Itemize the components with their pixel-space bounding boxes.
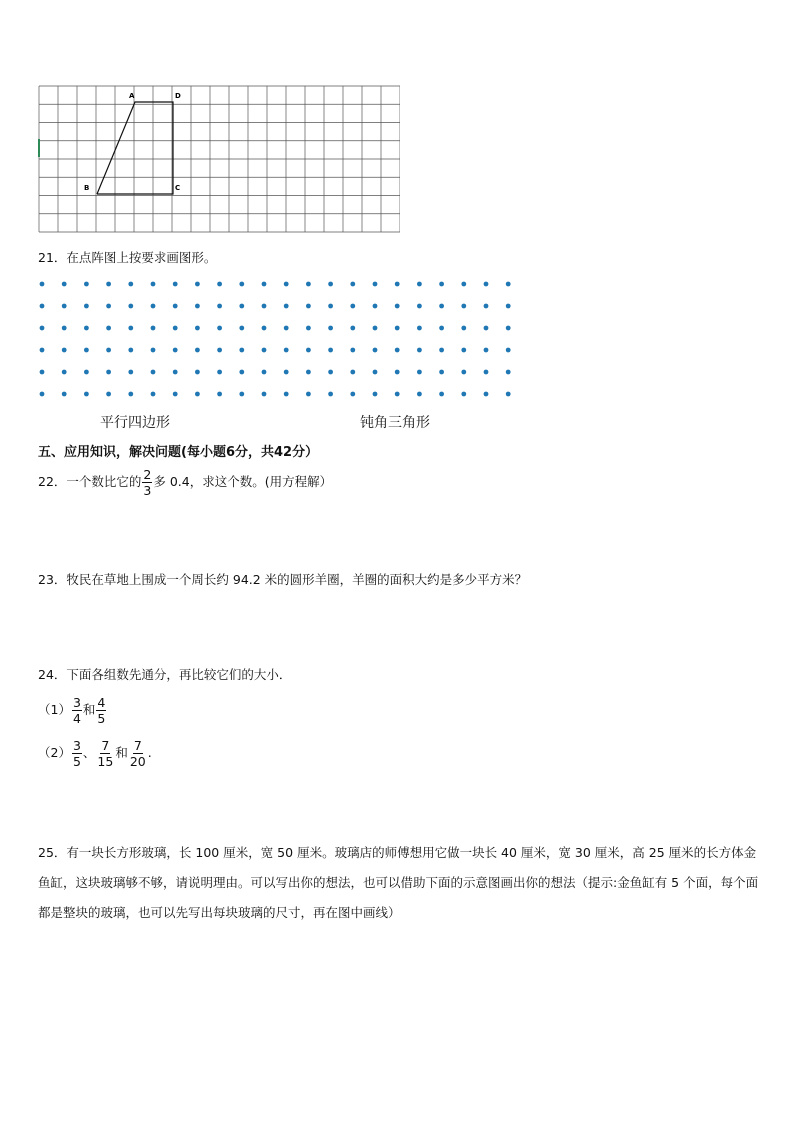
grid-dot: [417, 370, 422, 375]
grid-dot: [284, 282, 289, 287]
grid-dot: [106, 326, 111, 331]
grid-dot: [306, 348, 311, 353]
fraction-denominator: 15: [97, 753, 114, 769]
grid-dot: [195, 282, 200, 287]
grid-dot: [395, 282, 400, 287]
grid-dot: [239, 370, 244, 375]
grid-dot: [395, 392, 400, 397]
grid-dot: [151, 326, 156, 331]
grid-dot: [328, 304, 333, 309]
grid-dot: [506, 326, 511, 331]
grid-dot: [84, 326, 89, 331]
grid-dot: [128, 282, 133, 287]
grid-dot: [128, 326, 133, 331]
grid-dot: [417, 326, 422, 331]
grid-dot: [62, 304, 67, 309]
grid-dot: [195, 326, 200, 331]
fraction-numerator: 3: [72, 694, 81, 710]
grid-dot: [62, 326, 67, 331]
grid-dot: [262, 348, 267, 353]
grid-dot: [373, 326, 378, 331]
label-parallelogram: 平行四边形: [100, 415, 170, 431]
grid-dot: [62, 348, 67, 353]
grid-dot: [461, 304, 466, 309]
grid-dot: [217, 304, 222, 309]
dot-grid-drawing: [34, 276, 518, 402]
grid-dot: [306, 282, 311, 287]
q24-part1-label: （1）: [38, 702, 71, 717]
q22-fraction-denominator: 3: [143, 482, 152, 498]
q24-text: 24．下面各组数先通分，再比较它们的大小．: [38, 667, 292, 682]
grid-dot: [395, 348, 400, 353]
grid-dot: [484, 326, 489, 331]
grid-dot: [439, 392, 444, 397]
grid-dot: [350, 348, 355, 353]
q24-part2: [38, 735, 152, 771]
grid-dot: [217, 348, 222, 353]
grid-dot: [195, 392, 200, 397]
q22-fraction-numerator: 2: [143, 466, 152, 482]
grid-dot: [128, 370, 133, 375]
dot-grid: [34, 276, 518, 402]
q25-text: 25．有一块长方形玻璃，长 100 厘米，宽 50 厘米。玻璃店的师傅想用它做一块长 40 厘米，宽 30 厘米，高 25 厘米的长方体金鱼缸，这块玻璃够不够，请说明理由。可以写出你的想法，也可以借助下面的示意图画出你的想法（提示:金鱼缸有 5 个面，每个面都是整块的玻璃，也可以先写出每块玻璃的尺寸，再在图中画线）: [38, 845, 759, 920]
grid-dot: [395, 304, 400, 309]
grid-dot: [62, 282, 67, 287]
grid-dot: [128, 348, 133, 353]
grid-dot: [151, 282, 156, 287]
grid-dot: [373, 304, 378, 309]
grid-dot: [195, 348, 200, 353]
grid-dot: [151, 370, 156, 375]
grid-dot: [328, 282, 333, 287]
grid-dot: [328, 392, 333, 397]
trapezoid-abcd: [97, 102, 173, 194]
grid-dot: [284, 370, 289, 375]
grid-dot: [395, 370, 400, 375]
fraction-denominator: 5: [72, 753, 81, 769]
grid-dot: [284, 392, 289, 397]
grid-dot: [106, 304, 111, 309]
grid-dot: [395, 326, 400, 331]
grid-figure: [38, 85, 400, 233]
q24-part2-separator-2: 和: [115, 745, 128, 760]
fraction-numerator: 7: [101, 737, 110, 753]
grid-dot: [40, 392, 45, 397]
fraction-numerator: 3: [72, 737, 81, 753]
grid-marker: [38, 139, 40, 157]
grid-dot: [195, 370, 200, 375]
grid-dot: [106, 392, 111, 397]
grid-dot: [506, 304, 511, 309]
grid-dot: [350, 326, 355, 331]
grid-dot: [128, 304, 133, 309]
grid-dot: [84, 370, 89, 375]
q24-part2-fraction-2: [96, 739, 114, 768]
grid-dot: [461, 326, 466, 331]
grid-dot: [62, 370, 67, 375]
grid-dot: [328, 370, 333, 375]
grid-dot: [328, 326, 333, 331]
grid-dot: [439, 370, 444, 375]
grid-dot: [262, 326, 267, 331]
q21-text: 21．在点阵图上按要求画图形。: [38, 250, 217, 265]
grid-dot: [239, 304, 244, 309]
q23-text: 23．牧民在草地上围成一个周长约 94.2 米的圆形羊圈，羊圈的面积大约是多少平方米？: [38, 572, 528, 587]
fraction-denominator: 4: [72, 710, 81, 726]
grid-dot: [506, 392, 511, 397]
grid-dot: [84, 282, 89, 287]
q24-part2-label: （2）: [38, 745, 71, 760]
grid-dot: [84, 304, 89, 309]
grid-dot: [84, 392, 89, 397]
grid-dot: [40, 370, 45, 375]
grid-drawing: [38, 85, 400, 233]
fraction-numerator: 7: [133, 737, 142, 753]
grid-dot: [328, 348, 333, 353]
q24-part1-separator: 和: [82, 702, 96, 717]
grid-dot: [40, 304, 45, 309]
fraction-numerator: 4: [97, 694, 106, 710]
grid-dot: [373, 370, 378, 375]
q24-part1-fraction-1: [72, 696, 82, 725]
grid-dot: [350, 282, 355, 287]
grid-dot: [439, 304, 444, 309]
grid-dot: [284, 304, 289, 309]
fraction-denominator: 5: [97, 710, 106, 726]
grid-dot: [84, 348, 89, 353]
grid-dot: [484, 392, 489, 397]
grid-dot: [262, 370, 267, 375]
grid-dot: [484, 370, 489, 375]
grid-dot: [373, 348, 378, 353]
grid-dot: [306, 392, 311, 397]
grid-dot: [128, 392, 133, 397]
grid-dot: [484, 348, 489, 353]
grid-dot: [217, 326, 222, 331]
q24-part1-fraction-2: [96, 696, 106, 725]
grid-dot: [284, 326, 289, 331]
grid-dot: [417, 392, 422, 397]
grid-dot: [40, 282, 45, 287]
grid-dot: [484, 282, 489, 287]
grid-dot: [461, 370, 466, 375]
grid-dot: [306, 370, 311, 375]
q22-fraction: [142, 468, 152, 497]
grid-dot: [239, 326, 244, 331]
grid-dot: [461, 392, 466, 397]
grid-dot: [173, 348, 178, 353]
grid-dot: [173, 392, 178, 397]
grid-dot: [262, 304, 267, 309]
label-obtuse-triangle: 钝角三角形: [360, 415, 430, 431]
q24-part2-separator-1: 、: [82, 745, 96, 760]
grid-dot: [417, 348, 422, 353]
grid-dot: [262, 392, 267, 397]
grid-dot: [439, 282, 444, 287]
grid-dot: [151, 304, 156, 309]
grid-dot: [506, 370, 511, 375]
grid-dot: [306, 326, 311, 331]
vertex-label-a: A: [129, 92, 135, 100]
grid-dot: [151, 348, 156, 353]
grid-dot: [239, 348, 244, 353]
grid-dot: [439, 326, 444, 331]
grid-dot: [417, 304, 422, 309]
q24-part1: [38, 692, 107, 728]
grid-dot: [461, 348, 466, 353]
grid-dot: [195, 304, 200, 309]
q24-part2-fraction-3: [129, 739, 147, 768]
grid-dot: [484, 304, 489, 309]
q22-line: [38, 464, 332, 500]
grid-dot: [239, 392, 244, 397]
grid-lines: [39, 86, 400, 232]
grid-dot: [106, 282, 111, 287]
grid-dot: [40, 326, 45, 331]
grid-dot: [173, 304, 178, 309]
grid-dot: [217, 282, 222, 287]
grid-dot: [62, 392, 67, 397]
grid-dot: [506, 348, 511, 353]
vertex-label-b: B: [84, 184, 90, 192]
grid-dot: [373, 392, 378, 397]
fraction-denominator: 20: [129, 753, 146, 769]
grid-dot: [106, 348, 111, 353]
grid-dot: [417, 282, 422, 287]
q24-part2-end: .: [147, 745, 152, 760]
vertex-label-d: D: [175, 92, 181, 100]
q22-text-after: 多 0.4，求这个数。(用方程解）: [153, 474, 333, 489]
grid-dot: [306, 304, 311, 309]
grid-dot: [350, 370, 355, 375]
q22-text-before: 22．一个数比它的: [38, 474, 142, 489]
grid-dot: [106, 370, 111, 375]
grid-dot: [373, 282, 378, 287]
grid-dot: [173, 282, 178, 287]
grid-dot: [173, 370, 178, 375]
grid-dot: [262, 282, 267, 287]
grid-dot: [284, 348, 289, 353]
grid-dot: [151, 392, 156, 397]
q24-part2-fraction-1: [72, 739, 82, 768]
grid-dot: [217, 392, 222, 397]
grid-dot: [239, 282, 244, 287]
grid-dot: [40, 348, 45, 353]
grid-dot: [350, 392, 355, 397]
grid-dot: [506, 282, 511, 287]
grid-dot: [461, 282, 466, 287]
grid-dot: [217, 370, 222, 375]
grid-dot: [173, 326, 178, 331]
grid-dot: [439, 348, 444, 353]
vertex-label-c: C: [175, 184, 181, 192]
grid-dot: [350, 304, 355, 309]
section-five-heading: 五、应用知识，解决问题(每小题6分，共42分）: [38, 445, 319, 460]
